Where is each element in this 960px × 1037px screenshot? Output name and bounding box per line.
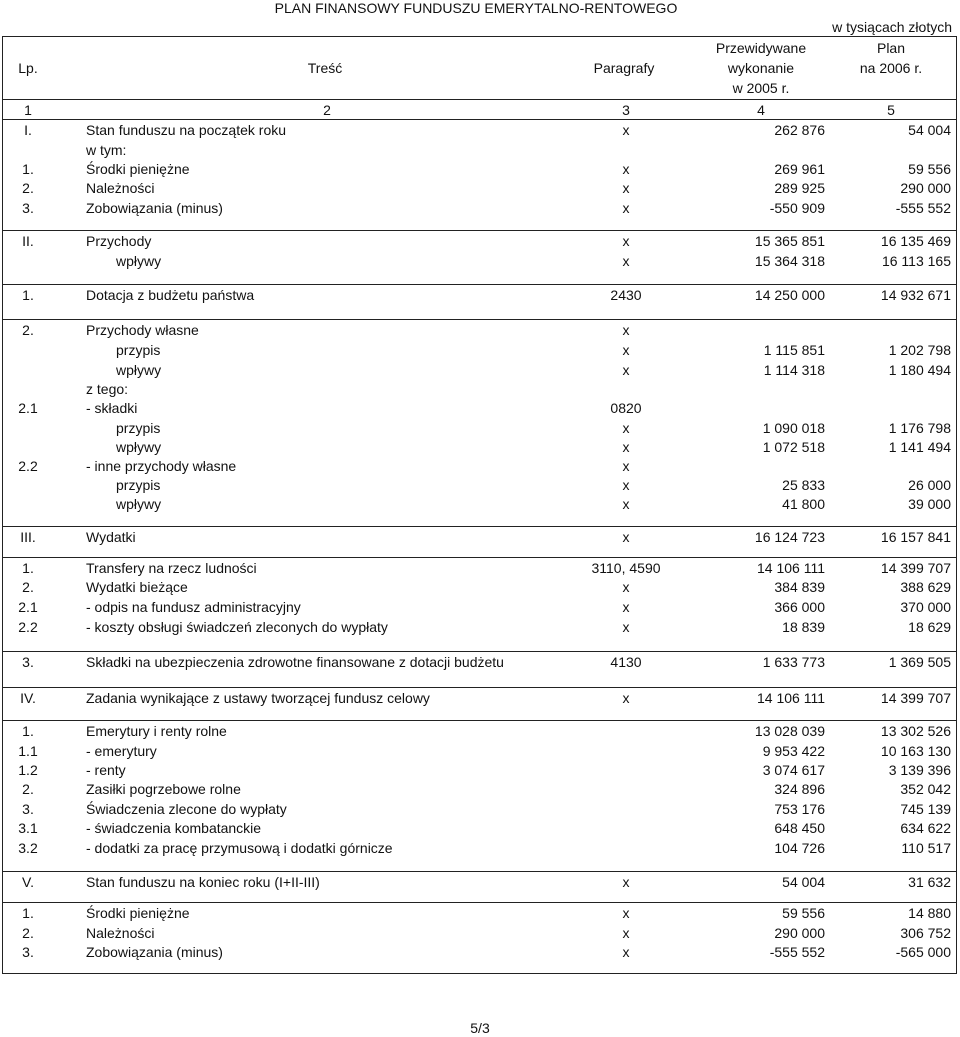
colnum-2: 2 — [323, 102, 331, 118]
colnum-4: 4 — [757, 102, 765, 118]
row-text: Emerytury i renty rolne — [86, 723, 227, 739]
table-row — [2, 902, 957, 923]
table-row — [2, 140, 957, 160]
row-lp: 3. — [22, 801, 34, 817]
row-text: wpływy — [116, 253, 162, 269]
row-text: Należności — [86, 925, 155, 941]
row-paragraf: x — [622, 342, 630, 358]
row-value-2005: 13 028 039 — [754, 723, 825, 739]
row-text: - składki — [86, 400, 138, 416]
row-value-2006: 290 000 — [900, 180, 951, 196]
row-paragraf: x — [622, 180, 630, 196]
row-value-2005: 15 365 851 — [754, 233, 825, 249]
row-value-2005: 1 114 318 — [763, 362, 825, 378]
header-lp: Lp. — [18, 60, 38, 76]
row-text: wpływy — [116, 362, 162, 378]
table-row — [2, 760, 957, 780]
table-row — [2, 838, 957, 858]
row-text: przypis — [116, 477, 161, 493]
row-paragraf: x — [622, 905, 630, 921]
row-paragraf: x — [622, 439, 630, 455]
header-w-2005: w 2005 r. — [732, 80, 790, 96]
row-value-2005: 1 072 518 — [762, 439, 825, 455]
row-value-2006: -555 552 — [895, 200, 951, 216]
row-value-2006: -565 000 — [895, 944, 951, 960]
row-value-2006: 634 622 — [900, 820, 951, 836]
row-paragraf: x — [622, 925, 630, 941]
table-row — [2, 119, 957, 140]
row-lp: 3. — [22, 944, 34, 960]
row-lp: 2. — [22, 781, 34, 797]
row-value-2005: 648 450 — [774, 820, 825, 836]
row-value-2005: 14 106 111 — [757, 690, 825, 706]
row-value-2005: 16 124 723 — [754, 529, 825, 545]
row-value-2006: 1 202 798 — [888, 342, 951, 358]
row-lp: I. — [24, 122, 32, 138]
row-paragraf: x — [622, 458, 630, 474]
table-row — [2, 526, 957, 547]
row-value-2005: 104 726 — [774, 840, 825, 856]
row-text: Świadczenia zlecone do wypłaty — [86, 801, 287, 817]
row-value-2005: 290 000 — [774, 925, 825, 941]
colnum-5: 5 — [887, 102, 895, 118]
row-value-2006: 1 369 505 — [888, 654, 951, 670]
document-title: PLAN FINANSOWY FUNDUSZU EMERYTALNO-RENTOWEGO — [274, 0, 678, 16]
row-lp: 2.1 — [18, 599, 38, 615]
row-value-2005: 753 176 — [774, 801, 825, 817]
row-paragraf: x — [622, 477, 630, 493]
row-lp: 2. — [22, 180, 34, 196]
row-value-2005: 289 925 — [774, 180, 825, 196]
row-value-2006: 10 163 130 — [880, 743, 951, 759]
row-lp: 3.1 — [18, 820, 38, 836]
row-lp: 3. — [22, 654, 34, 670]
row-value-2005: 15 364 318 — [754, 253, 825, 269]
table-row — [2, 178, 957, 198]
row-value-2005: 324 896 — [774, 781, 825, 797]
row-text: - świadczenia kombatanckie — [86, 820, 262, 836]
row-lp: 2.2 — [18, 458, 38, 474]
table-row — [2, 360, 957, 380]
row-value-2006: 14 880 — [908, 905, 951, 921]
row-value-2006: 352 042 — [900, 781, 951, 797]
row-value-2005: 1 115 851 — [763, 342, 825, 358]
table-row — [2, 198, 957, 218]
row-text: - renty — [86, 762, 126, 778]
row-paragraf: x — [622, 874, 630, 890]
colnum-1: 1 — [24, 102, 32, 118]
row-value-2006: 370 000 — [900, 599, 951, 615]
row-value-2006: 1 176 798 — [888, 420, 951, 436]
table-row — [2, 379, 957, 399]
row-lp: 1. — [22, 905, 34, 921]
table-row — [2, 398, 957, 418]
header-przewidywane: Przewidywane — [715, 40, 807, 56]
row-paragraf: x — [622, 200, 630, 216]
row-value-2005: -550 909 — [769, 200, 825, 216]
row-value-2006: 14 399 707 — [880, 690, 951, 706]
row-text: z tego: — [86, 381, 129, 397]
row-text: - odpis na fundusz administracyjny — [86, 599, 301, 615]
row-value-2005: -555 552 — [769, 944, 825, 960]
table-row — [2, 741, 957, 761]
row-value-2006: 1 180 494 — [888, 362, 951, 378]
row-value-2006: 388 629 — [900, 579, 951, 595]
row-paragraf: x — [622, 420, 630, 436]
row-value-2005: 59 556 — [782, 905, 825, 921]
row-value-2005: 1 090 018 — [762, 420, 825, 436]
table-row — [2, 597, 957, 617]
header-wykonanie: wykonanie — [727, 60, 795, 76]
row-paragraf: x — [622, 599, 630, 615]
row-text: Zadania wynikające z ustawy tworzącej fundusz celowy — [86, 690, 430, 706]
row-lp: 1.2 — [18, 762, 38, 778]
row-text: wpływy — [116, 496, 162, 512]
table-row — [2, 437, 957, 457]
row-value-2005: 269 961 — [774, 161, 825, 177]
table-row — [2, 340, 957, 360]
row-value-2006: 59 556 — [908, 161, 951, 177]
table-row — [2, 923, 957, 943]
row-value-2005: 14 106 111 — [757, 560, 825, 576]
row-paragraf: x — [622, 496, 630, 512]
row-text: Należności — [86, 180, 155, 196]
row-text: Wydatki — [86, 529, 136, 545]
table-row — [2, 456, 957, 476]
row-lp: III. — [20, 529, 36, 545]
row-value-2006: 14 399 707 — [880, 560, 951, 576]
row-paragraf: x — [622, 579, 630, 595]
row-value-2005: 366 000 — [774, 599, 825, 615]
column-number-row — [2, 99, 957, 120]
row-text: przypis — [116, 420, 161, 436]
row-value-2005: 54 004 — [782, 874, 825, 890]
row-text: Wydatki bieżące — [86, 579, 188, 595]
table-row — [2, 779, 957, 799]
row-text: wpływy — [116, 439, 162, 455]
header-na-2006: na 2006 r. — [859, 60, 923, 76]
row-text: Zobowiązania (minus) — [86, 944, 223, 960]
row-lp: 3. — [22, 200, 34, 216]
row-value-2005: 1 633 773 — [762, 654, 825, 670]
row-value-2006: 16 157 841 — [880, 529, 951, 545]
row-text: - emerytury — [86, 743, 157, 759]
row-paragraf: x — [622, 161, 630, 177]
row-value-2006: 306 752 — [900, 925, 951, 941]
row-value-2005: 3 074 617 — [762, 762, 825, 778]
table-row — [2, 799, 957, 819]
row-value-2006: 18 629 — [908, 619, 951, 635]
table-row — [2, 251, 957, 271]
table-row — [2, 687, 957, 708]
row-text: Stan funduszu na koniec roku (I+II-III) — [86, 874, 320, 890]
row-lp: 1. — [22, 161, 34, 177]
row-paragraf: 0820 — [610, 400, 642, 416]
row-lp: IV. — [20, 690, 36, 706]
row-text: Składki na ubezpieczenia zdrowotne finansowane z dotacji budżetu — [86, 654, 504, 670]
row-value-2005: 18 839 — [782, 619, 825, 635]
row-value-2006: 14 932 671 — [880, 287, 951, 303]
row-text: Transfery na rzecz ludności — [86, 560, 257, 576]
table-row — [2, 159, 957, 179]
row-text: Stan funduszu na początek roku — [86, 122, 287, 138]
row-lp: 1. — [22, 723, 34, 739]
row-paragraf: x — [622, 944, 630, 960]
table-row — [2, 942, 957, 962]
row-lp: 2.2 — [18, 619, 38, 635]
row-value-2006: 31 632 — [908, 874, 951, 890]
row-text: Zasiłki pogrzebowe rolne — [86, 781, 241, 797]
row-paragraf: x — [622, 529, 630, 545]
row-value-2005: 384 839 — [774, 579, 825, 595]
row-value-2006: 1 141 494 — [888, 439, 951, 455]
row-value-2005: 14 250 000 — [754, 287, 825, 303]
row-value-2006: 26 000 — [908, 477, 951, 493]
table-row — [2, 577, 957, 597]
row-paragraf: 4130 — [610, 654, 642, 670]
row-paragraf: 2430 — [610, 287, 642, 303]
table-row — [2, 230, 957, 251]
table-row — [2, 418, 957, 438]
header-plan: Plan — [876, 40, 906, 56]
table-row — [2, 818, 957, 838]
table-row — [2, 871, 957, 892]
row-text: - koszty obsługi świadczeń zleconych do wypłaty — [86, 619, 388, 635]
row-paragraf: x — [622, 690, 630, 706]
row-value-2006: 39 000 — [908, 496, 951, 512]
colnum-3: 3 — [622, 102, 630, 118]
table-row — [2, 284, 957, 305]
row-paragraf: x — [622, 619, 630, 635]
row-paragraf: 3110, 4590 — [591, 560, 661, 576]
row-text: Środki pieniężne — [86, 905, 190, 921]
row-text: Środki pieniężne — [86, 161, 190, 177]
row-text: w tym: — [86, 142, 127, 158]
row-lp: 1. — [22, 560, 34, 576]
row-value-2006: 16 135 469 — [880, 233, 951, 249]
row-value-2006: 3 139 396 — [888, 762, 951, 778]
row-text: - dodatki za pracę przymusową i dodatki górnicze — [86, 840, 393, 856]
header-paragrafy: Paragrafy — [593, 60, 655, 76]
table-row — [2, 617, 957, 637]
row-paragraf: x — [622, 122, 630, 138]
row-text: Przychody — [86, 233, 152, 249]
row-lp: V. — [22, 874, 34, 890]
row-text: Przychody własne — [86, 322, 199, 338]
row-value-2006: 54 004 — [908, 122, 951, 138]
table-row — [2, 651, 957, 672]
row-value-2006: 110 517 — [901, 840, 951, 856]
table-row — [2, 319, 957, 340]
row-lp: 2. — [22, 925, 34, 941]
row-lp: 3.2 — [18, 840, 38, 856]
page-number: 5/3 — [470, 1020, 490, 1036]
row-paragraf: x — [622, 322, 630, 338]
table-row — [2, 494, 957, 514]
row-value-2005: 25 833 — [782, 477, 825, 493]
row-value-2005: 41 800 — [782, 496, 825, 512]
row-value-2006: 13 302 526 — [880, 723, 951, 739]
row-text: - inne przychody własne — [86, 458, 237, 474]
row-value-2005: 262 876 — [774, 122, 825, 138]
row-lp: 2. — [22, 322, 34, 338]
row-lp: 2.1 — [18, 400, 38, 416]
unit-note: w tysiącach złotych — [832, 19, 952, 35]
row-text: przypis — [116, 342, 161, 358]
table-row — [2, 557, 957, 578]
row-text: Dotacja z budżetu państwa — [86, 287, 255, 303]
row-lp: 1. — [22, 287, 34, 303]
row-value-2005: 9 953 422 — [762, 743, 825, 759]
row-text: Zobowiązania (minus) — [86, 200, 223, 216]
table-row — [2, 720, 957, 741]
row-paragraf: x — [622, 233, 630, 249]
row-value-2006: 745 139 — [900, 801, 951, 817]
row-lp: II. — [22, 233, 34, 249]
row-paragraf: x — [622, 253, 630, 269]
row-lp: 1.1 — [18, 743, 38, 759]
row-value-2006: 16 113 165 — [881, 253, 951, 269]
row-paragraf: x — [622, 362, 630, 378]
row-lp: 2. — [22, 579, 34, 595]
header-tresc: Treść — [307, 60, 343, 76]
table-row — [2, 475, 957, 495]
